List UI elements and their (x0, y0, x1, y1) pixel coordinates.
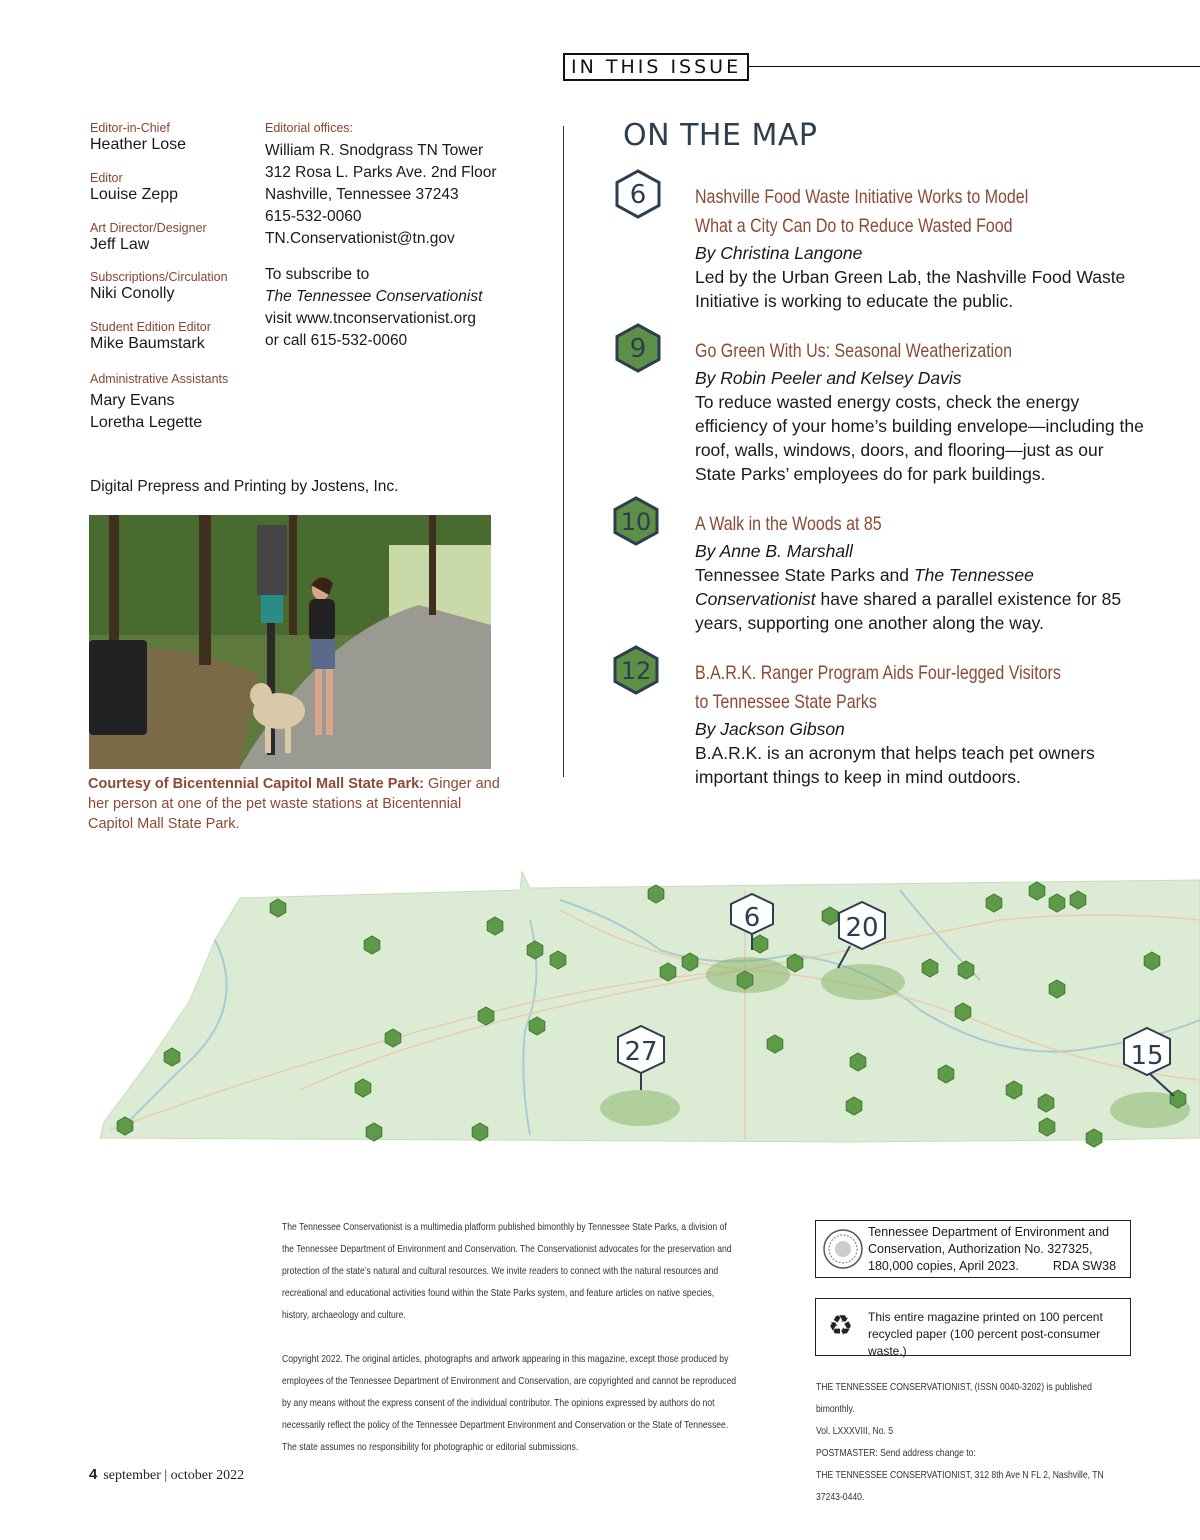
page-badge (611, 645, 661, 695)
editorial-offices (265, 121, 555, 352)
authorization-line: Tennessee Department of Environment and (868, 1225, 1110, 1239)
state-park-icon (1086, 1129, 1102, 1147)
article-12 (695, 659, 1145, 789)
state-park-icon (164, 1048, 180, 1066)
column-divider (563, 126, 564, 777)
page-badge (613, 169, 663, 219)
tennessee-map (0, 860, 1200, 1160)
photo-illustration (89, 515, 491, 769)
office-phone: 615-532-0060 (265, 208, 362, 225)
state-park-icon (487, 917, 503, 935)
state-park-icon (850, 1053, 866, 1071)
state-park-icon (355, 1079, 371, 1097)
header-rule (745, 66, 1200, 67)
recycle-box (815, 1298, 1131, 1356)
state-park-icon (529, 1017, 545, 1035)
desc-magazine-title: The Tennessee Conservationist (695, 565, 1034, 609)
photo-caption (88, 774, 508, 834)
printing-credit: Digital Prepress and Printing by Jostens, Inc. (90, 478, 399, 495)
article-title: B.A.R.K. Ranger Program Aids Four-legged Visitors (695, 662, 1061, 684)
authorization-line: Conservation, Authorization No. 327325, (868, 1242, 1093, 1256)
caption-text: Ginger and her person at one of the pet waste stations at Bicentennial Capitol Mall State Park. (88, 776, 500, 832)
copyright-line: employees of the Tennessee Department of Environment and Conservation, are copyrighted and cannot be reproduced (282, 1375, 737, 1387)
state-park-icon (767, 1035, 783, 1053)
copyright-line: Copyright 2022. The original articles, photographs and artwork appearing in this magazine, except those produced by (282, 1353, 729, 1365)
state-park-icon (822, 907, 838, 925)
state-park-icon (1029, 882, 1045, 900)
masthead-label: Art Director/Designer (90, 221, 207, 235)
article-title: What a City Can Do to Reduce Wasted Food (695, 215, 1013, 237)
article-9 (695, 337, 1145, 486)
article-title: A Walk in the Woods at 85 (695, 513, 882, 535)
copyright-line: necessarily reflect the policy of the Tennessee Department Environment and Conservation or the State of Tennessee. (282, 1419, 729, 1431)
state-park-icon (938, 1065, 954, 1083)
state-park-icon (660, 963, 676, 981)
copyright-line: by any means without the express consent of the individual contributor. The opinions expressed by authors do not (282, 1397, 715, 1409)
office-email: TN.Conservationist@tn.gov (265, 230, 455, 247)
park-photo (89, 515, 491, 769)
badge-number: 6 (629, 180, 647, 210)
article-title: Go Green With Us: Seasonal Weatherization (695, 340, 1012, 362)
authorization-box (815, 1220, 1131, 1278)
marker-number: 20 (845, 913, 879, 943)
office-address: Nashville, Tennessee 37243 (265, 186, 459, 203)
publication-line: THE TENNESSEE CONSERVATIONIST, 312 8th Ave N FL 2, Nashville, TN 37243-0440. (816, 1469, 1104, 1503)
masthead-name: Mary Evans (90, 392, 175, 409)
article-title: to Tennessee State Parks (695, 691, 877, 713)
recycle-line: This entire magazine printed on 100 percent (868, 1310, 1103, 1324)
state-park-icon (1049, 894, 1065, 912)
page-footer (89, 1466, 244, 1484)
about-text (282, 1216, 842, 1326)
article-byline: By Robin Peeler and Kelsey Davis (695, 368, 962, 388)
state-park-icon (737, 971, 753, 989)
state-park-icon (550, 951, 566, 969)
state-park-icon (270, 899, 286, 917)
state-park-icon (117, 1117, 133, 1135)
state-park-icon (787, 954, 803, 972)
publication-line: Vol. LXXXVIII, No. 5 (816, 1425, 894, 1437)
page-number: 4 (89, 1466, 98, 1483)
about-line: history, archaeology and culture. (282, 1309, 406, 1321)
section-header: IN THIS ISSUE (563, 53, 749, 81)
state-park-icon (472, 1123, 488, 1141)
article-byline: By Christina Langone (695, 243, 863, 263)
desc-part: have shared a parallel existence for 85 years, supporting one another along the way. (695, 589, 1122, 633)
state-seal-icon (822, 1228, 864, 1270)
marker-number: 6 (743, 903, 761, 933)
state-park-icon (1039, 1118, 1055, 1136)
state-park-icon (366, 1123, 382, 1141)
subscribe-line: or call 615-532-0060 (265, 332, 408, 349)
badge-number: 12 (620, 657, 652, 685)
state-park-icon (1038, 1094, 1054, 1112)
copyright-text (282, 1348, 852, 1458)
subscribe-line: visit www.tnconservationist.org (265, 310, 477, 327)
marker-number: 15 (1130, 1041, 1164, 1071)
state-park-icon (752, 935, 768, 953)
caption-credit: Courtesy of Bicentennial Capitol Mall State Park: (88, 776, 424, 792)
masthead-label: Student Edition Editor (90, 320, 211, 334)
state-park-icon (648, 885, 664, 903)
recycle-line: recycled paper (100 percent post-consumer waste.) (868, 1327, 1101, 1358)
publication-info (816, 1376, 1196, 1508)
masthead-label: Subscriptions/Circulation (90, 270, 228, 284)
masthead-label: Administrative Assistants (90, 372, 229, 386)
on-the-map-heading: ON THE MAP (623, 118, 818, 153)
about-line: protection of the state’s natural and cultural resources. We invite readers to connect with the natural resources and (282, 1265, 719, 1277)
state-park-icon (1144, 952, 1160, 970)
state-park-icon (478, 1007, 494, 1025)
state-park-icon (955, 1003, 971, 1021)
masthead-name: Loretha Legette (90, 414, 203, 431)
state-park-icon (958, 961, 974, 979)
about-line: the Tennessee Department of Environment and Conservation. The Conservationist advocates for the preservation and (282, 1243, 732, 1255)
offices-label: Editorial offices: (265, 121, 354, 135)
office-address: William R. Snodgrass TN Tower (265, 142, 484, 159)
state-park-icon (1006, 1081, 1022, 1099)
article-byline: By Anne B. Marshall (695, 541, 853, 561)
article-description: B.A.R.K. is an acronym that helps teach pet owners important things to keep in mind outdoors. (695, 743, 1095, 787)
about-line: recreational and educational activities found within the State Parks system, and feature articles on native species, (282, 1287, 715, 1299)
recycle-icon: ♻ (828, 1309, 854, 1342)
masthead-name: Jeff Law (90, 236, 150, 253)
state-park-icon (922, 959, 938, 977)
authorization-line: 180,000 copies, April 2023. (868, 1259, 1019, 1273)
state-park-icon (527, 941, 543, 959)
masthead-name: Louise Zepp (90, 186, 179, 203)
state-park-icon (846, 1097, 862, 1115)
publication-line: POSTMASTER: Send address change to: (816, 1447, 976, 1459)
masthead (90, 121, 260, 434)
rda-code: RDA SW38 (1052, 1259, 1117, 1273)
subscribe-line: To subscribe to (265, 266, 370, 283)
office-address: 312 Rosa L. Parks Ave. 2nd Floor (265, 164, 497, 181)
article-description (695, 563, 1145, 635)
copyright-line: The state assumes no responsibility for photographic or editorial submissions. (282, 1441, 579, 1453)
article-10 (695, 510, 1145, 635)
masthead-name: Niki Conolly (90, 285, 175, 302)
state-park-icon (364, 936, 380, 954)
state-park-icon (1070, 891, 1086, 909)
state-park-icon (1049, 980, 1065, 998)
state-park-icon (1170, 1090, 1186, 1108)
badge-number: 9 (629, 334, 647, 364)
masthead-label: Editor (90, 171, 123, 185)
page-badge (611, 496, 661, 546)
page-badge (613, 323, 663, 373)
publication-line: THE TENNESSEE CONSERVATIONIST, (ISSN 0040-3202) is published bimonthly. (816, 1381, 1092, 1415)
subscribe-line: The Tennessee Conservationist (265, 288, 483, 305)
article-title: Nashville Food Waste Initiative Works to Model (695, 186, 1029, 208)
article-description: Led by the Urban Green Lab, the Nashville Food Waste Initiative is working to educate the public. (695, 267, 1126, 311)
state-park-icon (385, 1029, 401, 1047)
article-6 (695, 183, 1145, 313)
badge-number: 10 (620, 508, 652, 536)
desc-part: Tennessee State Parks and (695, 565, 914, 585)
state-park-icon (682, 953, 698, 971)
about-line: The Tennessee Conservationist is a multimedia platform published bimonthly by Tennessee State Parks, a division of (282, 1221, 727, 1233)
state-park-icon (986, 894, 1002, 912)
masthead-name: Mike Baumstark (90, 335, 205, 352)
issue-date: september | october 2022 (103, 1468, 245, 1483)
marker-number: 27 (624, 1037, 658, 1067)
article-byline: By Jackson Gibson (695, 719, 845, 739)
article-description: To reduce wasted energy costs, check the energy efficiency of your home’s building envelope—including the roof, walls, windows, doors, and flooring—just as our State Parks’ employees do for park buildings. (695, 392, 1144, 484)
masthead-label: Editor-in-Chief (90, 121, 170, 135)
masthead-name: Heather Lose (90, 136, 187, 153)
